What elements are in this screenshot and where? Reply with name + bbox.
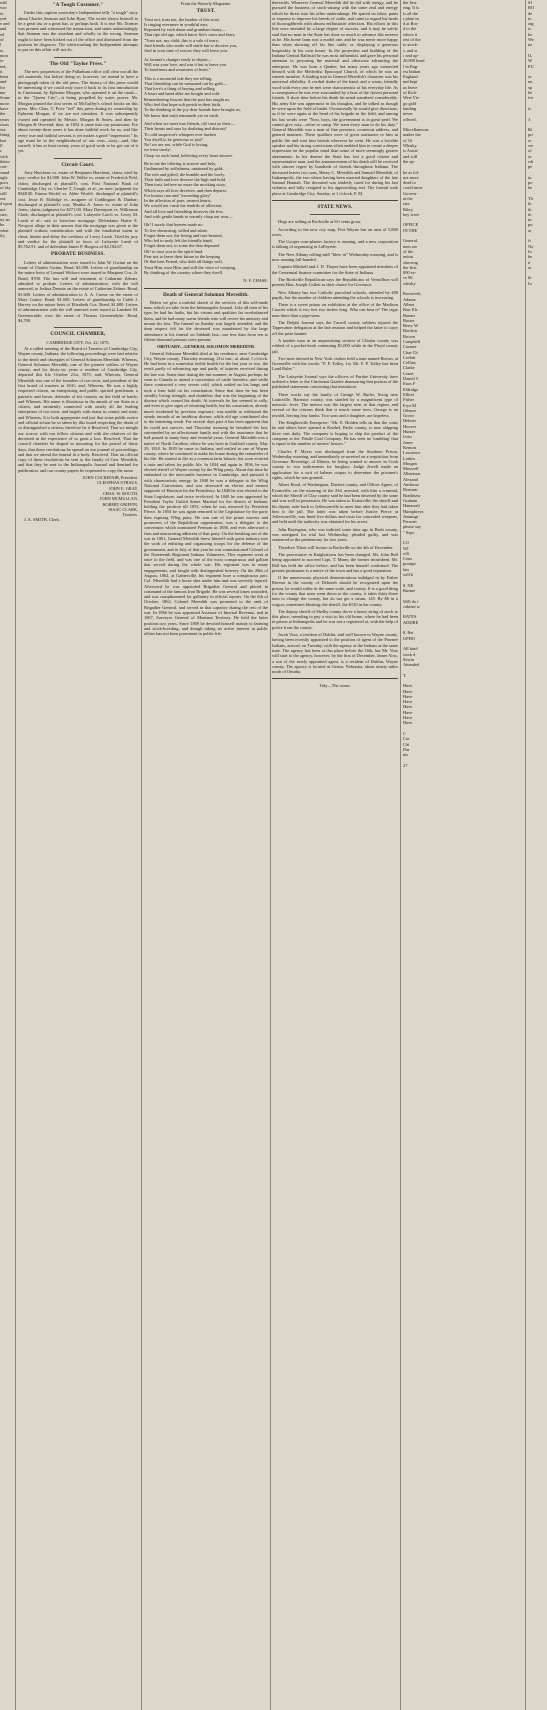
- poem-title: TRUST.: [196, 9, 216, 15]
- poem-verse: This is a mournful tale they are telling, That friendship can be measured out by gold— That love's a thing of buying and selling A heart and hand alike are bought and sold. Remembering lessons that the past has taught us, Who feel that hope soft perish in their birth, To the thinking of the joy dear friends have brought us, We know that truth remaineth yet on earth.: [144, 75, 241, 118]
- right-column-text: the first ring. It is is all the r plant in d at Bos- d to the where it rest of the to stock- s, and is r and up- 20,000 head l in Eng- est Indian England. md kept us leave of Rich- West Vir- go gold landing never offered, Miscellaneous. makes the of 16 Whisky. is Assist- and will the ap- be as fol- not more dead to could mon- Govern- at the rate Riley, key were OFFICE IN THE General. men are of the union showing the first 000 ex- ce 90. whisky Roosevelt, Adams Albert Barr Els Barnes Baxter Berry W Breckin Brown Campbell Castner Char Ch Corbitt Collins Clarke Crane Daniel C Enos F Eldridge Elliott Fisher Frye M Gibson Grove Helmer Hoover Hunter Irvin Jones Kenton Lawrence Larkin Morgan Maxwell Albertson Alexand Ambrose Bertram Bradshaw Graham Hanawalt Humphreys Jennings Persons please say " Sept. LO WI offi Cons prompt law will b 8. NE Busine Will do t cabinet w RATES ADDRE 8. Ret UPHO All kind work d Sewin Attended T. Have Have Have Have Have Have Have Have C Car Chi Dar nis 27: [403, 0, 430, 768]
- poem-verse: Trust not, trust not, the burden of this story Is ringing evermore in youthful ears, Repeated by each dame and grandsire hoary— That ripe old age, which know life's cares and fears: "Trust not, my child, this is a vale of tears; And friends who smile will smile but to deceive you, And in your time of sorrow they will leave you.: [144, 16, 238, 54]
- column-rule: [525, 0, 526, 1710]
- signature-trustee: CHAS. W. ROUTH,: [102, 490, 138, 496]
- column-rule: [141, 0, 142, 1710]
- separator: [54, 158, 102, 159]
- signature-president: JOHN COCKEFAIR, President.: [82, 475, 138, 481]
- column-rule: [270, 0, 271, 1710]
- news-item: John Boyington, who was indicted some time ago in Bush county, was arraigned for trial last Wednesday, pleaded guilty, and was sentenced to the penitentiary for two years.: [272, 526, 398, 543]
- article-headline: Circuit Court.: [61, 162, 95, 168]
- poem-verse: And when we meet true friends, oh! trust us their— Their hearts and ours by doubting and distrust? To cold suspicion's whispers ever harken You dwell to be generous or just? No! we are not, while God is loving, we trust surely; Clasp we each hand, believing every heart sincere.: [144, 120, 235, 158]
- trustees-label: Trustees.: [122, 512, 138, 518]
- separator: [54, 327, 102, 328]
- article-body: Letters of administration were issued to John W. Gwinn on the estate of Charles Gwinn. Bond, $1,000. Letters of guardianship on the minor heirs of Lemuel Widows were issued to Margaret Cox, Jr. Bond, $700. The last will and testament of Catharine Zehner, admitted to probate. Letters of administration, with the will annexed, to Joshua Densite on the estate of Catherine Zehner. Bond, $1,600. Letters of administration to A. A. Curme on the estate of Mary Curme. Bond, $1,600. Letters of guardianship to Caleb J. Harvey on the minor heirs of Elizabeth Cox. Bond, $1,000. Letters of administration with the will annexed were issued to Lambert M. Greenewalde, over the estate of Thomas Groenendyke. Bond, $4,700.: [18, 259, 138, 324]
- poem-author: N. F. CHASE.: [243, 278, 268, 284]
- obituary-intro: Below we give a truthful sketch of the services of this self-made man, which we take from the Indianapolis Journal. Like all men of his type, he had his faults, but his virtues and qualities far overbalanced them, and he had many warm friends who will revere his memory and mourn his loss. The funeral on Sunday was largely attended, and the deep respect felt for the deceased was manifested by the large attendance at his funeral on Sabbath last—not less than from ten to fifteen thousand persons were present:: [144, 299, 268, 342]
- state-news-headline: STATE NEWS.: [317, 204, 353, 210]
- closing-line: Tidy—The ocean.: [319, 683, 351, 689]
- column-rule: [400, 0, 401, 1710]
- news-item: The Knightsville Enterprise: "Mr. E. Holden tells us that the coins he and others have opened at Knobel, Parke county, is now shipping three cars daily. The company is hoping to ship the product of the company at the Thistle Coal Company. He has seen no 'tumbling' that is equal to the number of miners' houses.": [272, 420, 398, 447]
- article-body: Under this caption yesterday's Independent tells "a tough" story about Charles Seaman and John Ryan. The writer shows himself to be a great ass or a great liar, or perhaps both. It is true Mr. Dormer was present and witnessed the transaction, and states unhesitatingly that Seaman was the assailant and wholly in the wrong. Seaman ought to have been kicked out of the office and dismissed from the position he disgraces. The whitewashing the Independent attempts to put on this affair will not do.: [18, 10, 138, 53]
- column-local-news: [18, 0, 138, 1710]
- news-item: Captain Mitchell and J. D. Thayer have been appointed members of the Centennial finance committee for the State of Indiana.: [272, 264, 398, 275]
- news-item: New Albany has two Catholic parochial schools, attended by 400 pupils, but the number of children attending the schools is increasing.: [272, 289, 398, 300]
- column-state-news: [272, 0, 398, 1710]
- article-headline: PROBATE BUSINESS.: [51, 252, 105, 258]
- clerk-signature: J. A. SMITH, Clerk.: [24, 517, 60, 523]
- poem-verse: Be to me the offering is sincere and holy, Undimmed by selfishness, untainted by gold; The rich and gifted, the humble and the lowly, Their faith and love deserve the high and bold. Then trust, believe no more the mocking story, Which says all love deceives, and then departs; For honors rare and "exceeding glory" In the affection of pure, earnest hearts. We would not crush the tendrils of affection, And all love and friendship deserves the few; And with gentle hands to warmly clasp our own—: [144, 161, 233, 219]
- obituary-body: General Solomon Meredith died at his residence, near Cambridge City, Wayne county, Thursday morning, 21st inst., at about 1 o'clock. He had been in a somewhat feeble health for the last year or two, the result partly of advancing age and partly of injuries received during the late war. Some time during the last summer, in August, perhaps, he went to Canada to attend a convention of cattle breeders, and while there contracted a very severe cold, which settled on his lungs and took a firm hold on his constitution. Since that time he has been steadily losing strength, and doubtless that was the beginning of the disease which caused his death. At intervals he has seemed to rally, and even to give signs of returning health, but his constitution, already much weakened by previous exposure, was unable to withstand the steady inroads of an insidious disease, while old age contributed also to the hastening result. For several days past it has been apparent that he could not survive, and Thursday morning he breathed his last, surrounded by an affectionate family and with the assurance that he had passed to many busy and eventful years. General Meredith was a native of North Carolina, where he was born in Guilford county, May 29, 1810. In 1829 he came to Indiana, and settled in one of Wayne county, where he continued to make his home during the remainder of his life. He started in life as a common farm laborer, but soon evinced a taste and talent for public life. In 1834 and again in 1836, he was elected sheriff of Wayne county by the Whig party. About this time he embarked in the mercantile business in Cambridge, and pursued it with characteristic energy. In 1840 he was a delegate to the Whig National Convention, and was afterward an elector and earnest supporter of Harrison for the Presidency. In 1846 he was elected to the State Legislature, and twice re-elected. In 1849 he was appointed by President Taylor United States Marshal for the district of Indiana, holding the position till 1853, when he was removed by President Pierce. In 1854 he was again returned to the Legislature by the party then expiring Whig party. He was one of the prime movers and promoters of the Republican organization, was a delegate to the convention which nominated Fremont in 1856, and ever afterward a firm and unwavering adherent of that party. On the breaking out of the war in 1861, General Meredith threw himself with great industry into the work of enlisting and organizing troops for the defense of the government, and in July of that year he was commissioned Colonel of the Nineteenth Regiment Indiana Volunteers. This regiment went at once to the field, and was one of the most conspicuous and gallant that served during the whole war. His regiment was in many engagements, and fought with distinguished bravery. On the 28th of August, 1862, at Gainesville, his regiment bore a conspicuous part. Col. Meredith had a horse shot under him and was severely injured. Afterward he was appointed Brigadier General and placed in command of the famous Iron Brigade. He was several times wounded, and was complimented for gallantry in official reports. On the 6th of October, 1862, Colonel Meredith was promoted to the rank of Brigadier General, and served in that capacity during the rest of the war. In 1866 he was appointed Assessor of Internal Revenue, and in 1867, Surveyor General of Montana Territory. He held the latter position two years. Since 1869 he devoted himself mainly to farming and stock-breeding, and though taking an active interest in public affairs has not been prominent in public life.: [144, 350, 268, 637]
- signature-trustee: JOHN E. GRAY,: [108, 485, 138, 491]
- separator: [272, 200, 398, 201]
- news-item: Albert Hood, of Washington, Daviess county, and Officer Agnes, of Evansville, on the morning of the 23d, arrested, with him a criminal, which the Sheriff of Clay county said he had been deserted by the same and was well in possession. He was taken to Evansville; the sheriff and his deputy rode back to Jeffersonville to meet him after they had taken him to the jail. The latter was taken before Justice Pierce at Jeffersonville, was fined five dollars and costs for concealed weapons, and held until the authority was obtained for his arrest.: [272, 482, 398, 525]
- poem-verse: At fortune's changes ready to depart— Will win your love, and win it but to leave you To loneliness and weariness of heart.": [144, 56, 227, 73]
- news-item: Theodore Tilton will lecture in Rockville on the 4th of December.: [278, 544, 394, 550]
- article-headline: COUNCIL CHAMBER,: [50, 332, 106, 338]
- separator: [310, 214, 360, 215]
- news-item: Jacob Voss, a resident of Dublin, and well known in Wayne county, having been recently appointed to the position of agent of the Pawnee Indians, arrived, on Tuesday, with the agency at the Indians at the same time. The agency has been at this place before the 16th, but Mr. Voss will start to the agency, however, by the first of December. James Voss, a son of the newly appointed agent, is a resident of Dublin, Wayne county. The agency is located at Genoa, Nebraska, about ninety miles north of Omaha.: [272, 632, 398, 675]
- article-body: Amy Hutchens vs. estate of Benjamin Hutchens, claim, tried by jury; verdict for $1,000. John W. Walke vs. estate of Frederick Pohl, claim; discharged at plaintiff's cost. First National Bank of Cambridge City vs. Charles T. Gough, et al., on note; judgment for $348.00. Emma Worfel vs. Alder Worfel; discharged at plaintiff's cost. Jesse B. Eldridge vs. assignee of Coddington & Dunbar; discharged at plaintiff's cost. Martha A. Jones vs. estate of John Jones, claim; judgment for $271.00. Mary Davenport vs. Wilkinson Clark; discharged at plaintiff's cost. Lafayette Larch vs. Leroy M. Larsh et al.; suit to foreclose mortgage. Defendants Hattie E. Newport allege in their answer that the mortgage was given to the plaintiff without consideration and with the fraudulent intent to cheat, hinder and delay the creditors of Leroy Larsh. Tried by jury and verdict for the plaintiff in favor of Lafayette Larsh of $5,762.91, and of defendant James P. Burgess of $4,104.67.: [18, 170, 138, 250]
- obituary-headline: Death of General Solomon Meredith.: [163, 292, 249, 298]
- news-item: There works say the family of George W. Butler, living near Louisville, Harrison county, was startled by a magnificent type of meteoric fever. The meteor was the largest seen in that region, and several of the citizens think that it struck some trees. George is an invalid, leaving four lambs. Two sons and a daughter, are hopeless.: [272, 391, 398, 418]
- news-item: Charles F. Myers was discharged from the Southern Prison, Wednesday morning, and immediately re-arrested on a requisition from Governor Beveridge, of Illinois, he being wanted to answer in Cook county to two indictments for burglary. Judge Jewell made an application for a writ of habeas corpus to determine the prisoner's rights, which he was granted.: [272, 448, 398, 481]
- column-poem-obituary: [144, 0, 268, 1710]
- news-item: Two men dressed in New York clothes held a man named Brown, at Greenville with the words: "F. P. Tolley, 1st. Mr. F. P. Tolley has been Land Ruler.": [272, 355, 398, 372]
- article-body: At a called meeting of the Board of Trustees of Cambridge City, Wayne county, Indiana, the following proceedings were had relative to the death and obsequies of General Solomon Meredith: Whereas, General Solomon Meredith, one of the pioneer settlers of Wayne county, and for thirty-six years a resident of Cambridge City, departed this life October 21st, 1875; and, Whereas, General Meredith was one of the founders of our town, and president of the first board of trustees in 1841; and, Whereas, He was a highly respected citizen, an enterprising and public spirited gentleman, a patriotic and heroic defender of his country on the field of battle; and Whereas, His name is illustrious in the annals of our State as a citizen, and eminently connected with nearly all the leading enterprises of our town, and largely with many in county and state; and Whereas, It is both appropriate and just that some public notice and official action be so taken by this board respecting the death of so distinguished a citizen; therefore be it Resolved, That we mingle our sorrow with our fellow citizens and with the relatives of the deceased in the experience of so great a loss. Resolved, That the council chamber be draped in mourning for the period of thirty days, that these resolutions be spread on our journal of proceedings; and that we attend the funeral in a body. Resolved, That an official copy of these resolutions be sent to the family of Gen. Meredith, and that they be sent to the Indianapolis Journal and Sentinel for publication, and our county papers be requested to copy the same.: [18, 345, 138, 473]
- news-item: The Delphi Journal says the Carroll county soldiers injured the Tippecanoe delegation at the late reunion and helped the latter to carry off the prize banner.: [272, 320, 398, 336]
- left-edge-column: [0, 0, 14, 1710]
- article-headline: "A Tough Customer.": [52, 3, 104, 8]
- signature-trustee: CLEOPHAS STRAUS,: [97, 480, 138, 486]
- news-item: If the unnecessary physical demonstrations indulged in by Father Raveau in the county of Deborah should be recognized upon the prison, he would suffer in the same scale, and county. It is a good thing for the county that none went down to the county, it takes thirty-three men to change the county, but do not get a steam, 145. Ry $6 in a wagon, sometimes bleating; the sheriff, the $150 in the county.: [272, 575, 398, 607]
- column-rule: [15, 0, 16, 1710]
- poem-verse: Oh! I surely that heaven made no To live distrusting, willed and alone. Forget them not, the loving and true-hearted, Who led to early left the friendly band; Forget them not, to some the dear departed Oh! to trust you in the spirit-land. Fear not to leave their future in the keeping Of that best Friend, who doth all things well, Trust Him, trust Him, and still the voice of weeping, By thinking of the country where they dwell.: [144, 222, 237, 275]
- news-item: According to the new city map, Fort Wayne has an area of 5,800 acres.: [272, 226, 398, 237]
- news-item: Hogs are selling at Rockville at 6½ cents gross.: [278, 219, 362, 225]
- signature-trustee: ISAAC CLARK,: [108, 506, 138, 512]
- news-item: The Lafayette Journal says the officers of Purdue University have ordered a letter to the Cincinnati Gazette denouncing that portion of the published statements concerning that institution.: [272, 373, 398, 390]
- obituary-title: OBITUARY—GENERAL SOLOMON MEREDITH.: [157, 344, 255, 350]
- news-item: The Cooper corn-planter factory is running, and a new corporation is talking of organizing in LaFayette.: [272, 239, 398, 250]
- news-item: A lumber man in an unpromising section of Clinton county was robbed of a pocket-book containing $1,000 while in the Floyd county jail.: [272, 337, 398, 354]
- poem-source: From the Waverly Magazine.: [180, 1, 232, 6]
- signature-trustee: JOHN MCMULLAN,: [99, 496, 138, 502]
- article-dateline: CAMBRIDGE CITY, Oct. 22, 1875.: [46, 339, 110, 345]
- article-body: The new proprietors of the Palladium office will clear out all the old materials, but before doing so, however, we intend to have a photograph taken of the old press. The history of this press would be interesting if we could only trace it back to its first introduction in Cincinnati, by Ephraim Morgan, who operated it on the canal—in the "Queen City"—it being propelled by water power. Mr. Morgan printed the first series of McGuffey's school books on this press. Mrs. Chas. T. Price "fed" this press during its ownership by Ephraim Morgan, if we are not mistaken. It was subsequently owned and operated by Messrs. Morgan & Saxey, and then by Morgan & Overend; then, in 1852 it came into our possession. For about twenty-three years it has done faithful work for us, and like every true and faithful servant, it yet makes a good "impression." Its age must be in the neighborhood of our own—sixty—and, like ourself, it has at least twenty years of good work to be got out of it yet.: [18, 68, 138, 154]
- separator: [54, 57, 102, 58]
- separator: [272, 678, 398, 679]
- article-headline: The Old "Taylor Press.": [49, 61, 107, 67]
- poem: [144, 17, 268, 276]
- signature-trustee: ROBERT GRIFFIN,: [102, 501, 138, 507]
- left-edge-text: odd wor er yed. e and and ed of l rs. mon re ted, it been and for me Some more. have the years rious out fiting lust lf r. with them- con- stand ugly poor of sky still out d upon. not size, ny an be. what tly,: [0, 0, 14, 239]
- news-item: The New Albany rolling-mill "blew in" Wednesday morning, and is now running full-handed.: [272, 251, 398, 263]
- separator: [144, 288, 268, 289]
- news-item: The deputy sheriff of Shelby county drove a heavy string of stock to this place, intending to pay a visit to his old home, where he had been in prison at Indianapolis and he was not a registered at, with the help of police from the county.: [272, 608, 398, 630]
- column-right-partial: [403, 0, 523, 1710]
- news-item: The Rockville Republican says the Republicans of Vermillion will present Hon. Joseph Collett as their choice for Governor.: [272, 276, 398, 288]
- news-item: There is a sweet potato on exhibition at the office of the Madison Courier which is two feet two inches long. Who can beat it? The cigar man there than a pipe-stem.: [272, 302, 398, 318]
- news-item: The post-master at Knightstown has been changed. Mr. John Bell being appointed to succeed Capt. T. Miner, the former incumbent. Mr. Bell has held the office before, and has been himself confirmed. The present postmaster is a native of the town and has a good reputation.: [272, 551, 398, 573]
- obituary-continued: therewith. Whatever General Meredith did he did with energy, and he pursued the business of stock-raising with the same zeal and energy which he threw into his other undertakings. He spared no labor, pains or expense to improve his breeds of cattle, and came to regard his herds of thoroughbreds with almost enthusiastic affection. His efforts in this line were attended by a large degree of success, and it may be safely said that no man in the State has done so much to advance this interest as he. His home farm was a model one, and he was never more happy than when showing off his fine cattle, or displaying a generous hospitality in his own house. In the projection and building of the Indiana Central Railroad he was most influential, and gave his personal attention to procuring the material and otherwise advancing the enterprise. He was born a Quaker, but many years ago connected himself with the Methodist Episcopal Church, of which he was an earnest member. A leading trait in General Meredith's character was his universal affability. A cordial shake of the hand, and a warm, friendly word with every one he met were characteristic of his everyday life. As a consequence he was ever surrounded by a host of the closest personal friends. A short time before his death his mind wandered considerably. His army life was uppermost in his thoughts, and he talked as though he were upon the field of battle. Occasionally he would give directions, as if he were again at the head of his brigade in the field, and among his last words were "Now, boys, the government is in great peril. We cannot give way—retire to camp. We want every man to do his duty." General Meredith was a man of fine presence, courteous address, and general manners. These qualities were of great assistance to him in public life and won him friends wherever he went. He was a forcible speaker and his strong convictions often enabled him to create a deeper impression on the popular mind than some of more seemingly greater attainments. In his demise the State has lost a good citizen and representative man, and the announcement of his death will be received with sincere regret by hundreds of friends throughout Indiana. The deceased leaves two sons, Henry C. Meredith and Samuel Meredith, of Indianapolis, the two others having been married daughters of the late Samuel Hannah. The deceased was tenderly cared for during his last sickness and fully resigned to his approaching end. The funeral took place at Cambridge City, Sunday, at 1 o'clock, P. M.: [272, 0, 398, 196]
- right-edge-column: [528, 0, 547, 1710]
- right-edge-text: SI RO de to rag to he We ne IL W PU or un sp be for is 3 Ri pri re we of or wh pe in po be Th th th th in pu at fr No In he it at th In: [528, 0, 535, 286]
